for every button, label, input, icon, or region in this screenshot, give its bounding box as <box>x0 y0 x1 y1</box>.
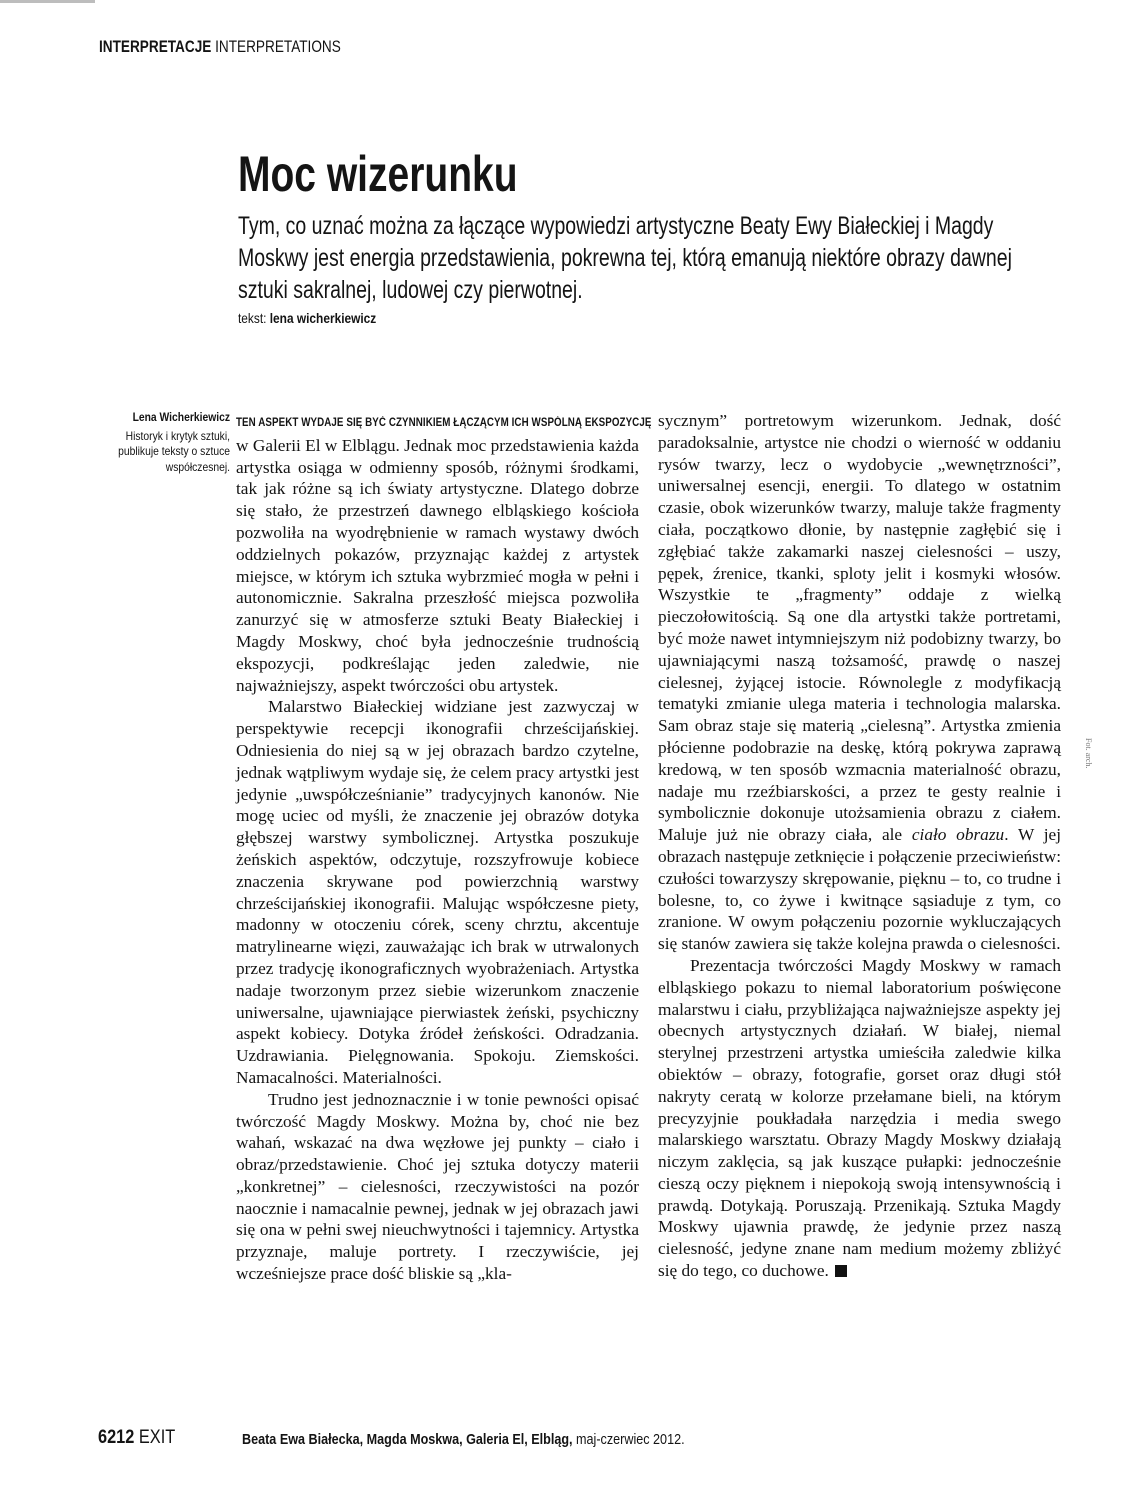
photo-credit: Fot. arch. <box>1084 738 1093 769</box>
paragraph-3-text: sycznym” portretowym wizerunkom. Jednak, dość paradoksalnie, artystce nie chodzi o wierność w oddaniu rysów twarzy, lecz o wydobycie „wewnętrzności”, uniwersalnej esencji, energii. To dlatego w ostatnim czasie, obok wizerunków twarzy, maluje także fragmenty ciała, początkowo dłonie, by następnie zagłębić się i zgłębiać także zakamarki naszej cielesności – uszy, pępek, źrenice, tkanki, sploty jelit i kosmyki włosów. Wszystkie te „fragmenty” oddaje z wielką pieczołowitością. Są one dla artystki także portretami, być może nawet intymniejszym niż podobizny twarzy, bo ujawniającymi naszą tożsamość, prawdę o naszej cielesnej, żyjącej istocie. Równolegle z modyfikacją tematyki zmianie ulega materia i technologia malarska. Sam obraz staje się materią „cielesną”. Artystka zmienia płócienne podobrazie na deskę, którą pokrywa zaprawą kredową, w ten sposób wzmacnia materialność obrazu, nadaje mu rzeźbiarskości, a przez te gesty realnie i symbolicznie dokonuje utożsamienia obrazu z ciałem. Maluje już nie obrazy ciała, ale <box>658 411 1061 845</box>
runin-heading: TEN ASPEKT WYDAJE SIĘ BYĆ CZYNNIKIEM ŁĄCZĄCYM ICH WSPÓLNĄ EKSPOZYCJĘ <box>236 417 652 429</box>
body-column-2 <box>658 410 1061 1282</box>
paragraph-2: Malarstwo Białeckiej widziane jest zazwyczaj w perspektywie recepcji ikonografii chrześcijańskiej. Odniesienia do niej są w jej obrazach bardzo czytelne, jednak wątpliwym wydaje się, że celem pracy artystki jest jedynie „uwspółcześnianie” tradycyjnych kanonów. Nie mogę uciec od myśli, że znaczenie jej obrazów dotyka głębszej warstwy symbolicznej. Artystka poszukuje żeńskich aspektów, odczytuje, rozszyfrowuje kobiece znaczenia skrywane pod powierzchnią warstwy chrześcijańskiej ikonografii. Malując współczesne piety, madonny w otoczeniu córek, sceny chrztu, akcentuje matrylinearne więzi, zauważając ich brak w utrwalonych przez tradycję ikonograficznych wyobrażeniach. Artystka nadaje tworzonym przez siebie wizerunkom znaczenie uniwersalne, ujawniające pierwiastek żeński, psychiczny aspekt kobiecy. Dotyka źródeł żeńskości. Odradzania. Uzdrawiania. Pielęgnowania. Spokoju. Ziemskości. Namacalności. Materialności. <box>236 697 639 1087</box>
section-header <box>99 37 341 57</box>
top-rule <box>0 0 95 3</box>
paragraph-3-part-1: Trudno jest jednoznacznie i w tonie pewności opisać twórczość Magdy Moskwy. Można by, choć nie bez wahań, wskazać na dwa węzłowe jej punkty – ciało i obraz/przedstawienie. Choć jej sztuka dotyczy materii „konkretnej” – cielesności, rzeczywistości na pozór naocznie i namacalnie pewnej, jednak w jej obrazach jawi się ona w pełni swej nieuchwytności i tajemnicy. Artystka przyznaje, maluje portrety. I rzeczywiście, jej wcześniejsze prace dość bliskie są „kla- <box>236 1089 639 1284</box>
caption-bold: Beata Ewa Białecka, Magda Moskwa, Galeria El, Elbląg, <box>242 1431 573 1448</box>
section-label-pl: INTERPRETACJE <box>99 37 212 56</box>
section-label-en: INTERPRETATIONS <box>211 37 341 56</box>
caption-date: maj-czerwiec 2012. <box>572 1431 685 1448</box>
magazine-name: EXIT <box>134 1427 176 1448</box>
paragraph-3-italic: ciało obrazu <box>911 825 1005 845</box>
paragraph-1-text: w Galerii El w Elblągu. Jednak moc przedstawienia każda artystka osiąga w odmienny sposób, różnymi środkami, tak jak różne są ich światy artystyczne. Dlatego dobrze się stało, że przestrzeń dawnego elbląskiego kościoła pozwoliła na wyodrębnienie w ramach wystawy dwóch oddzielnych pokazów, przyznając każdej z artystek miejsce, w którym ich sztuka wybrzmieć mogła w pełni i autonomicznie. Sakralna przeszłość miejsca pozwoliła zanurzyć się w atmosferze sztuki Beaty Białeckiej i Magdy Moskwy, choć była jednocześnie trudnością ekspozycji, podkreślając jeden zaledwie, nie najważniejszy, aspekt twórczości obu artystek. <box>236 435 639 695</box>
page-footer <box>98 1427 175 1449</box>
article-lead: Tym, co uznać można za łączące wypowiedzi artystyczne Beaty Ewy Białeckiej i Magdy Moskwy jest energia przedstawienia, pokrewna tej, którą emanują niektóre obrazy dawnej sztuki sakralnej, ludowej czy pierwotnej. <box>238 212 1012 304</box>
article-title: Moc wizerunku <box>238 146 518 202</box>
page-number: 6212 <box>98 1427 135 1448</box>
paragraph-4-text: Prezentacja twórczości Magdy Moskwy w ramach elbląskiego pokazu to niemal laboratorium poświęcone malarstwu i ciału, przybliżająca najważniejsze aspekty jej obecnych artystycznych działań. W białej, niemal sterylnej przestrzeni artystka umieściła zaledwie kilka obiektów – obrazy, fotografie, gorset oraz długi stół nakryty ceratą w kolorze przełamane bieli, na którym precyzyjnie poukładała narzędzia i media swego malarskiego warsztatu. Obrazy Magdy Moskwy działają niczym zaklęcia, są jak kuszące pułapki: jednocześnie cieszą oczy pięknem i niepokoją swoją intensywnością i prawdą. Dotykają. Poruszają. Przenikają. Sztuka Magdy Moskwy ujawnia prawdę, że jedynie przez naszą cielesność, jedyne znane nam medium możemy zbliżyć się do tego, co duchowe. <box>658 955 1061 1281</box>
paragraph-3-text-end: . W jej obrazach następuje zetknięcie i połączenie przeciwieństw: czułości towarzyszy skrępowanie, pięknu – to, co trudne i bolesne, to, co żywe i kwitnące sąsiaduje z tym, co zranione. W owym połączeniu pozornie wykluczających się stanów zawiera się także kolejna prawda o cielesności. <box>658 825 1062 954</box>
author-bio: Historyk i krytyk sztuki, publikuje teksty o sztuce współczesnej. <box>118 428 230 474</box>
byline <box>238 310 376 326</box>
end-of-article-icon <box>835 1265 847 1277</box>
paragraph-1 <box>236 410 652 696</box>
exhibition-caption <box>242 1431 685 1448</box>
author-name: Lena Wicherkiewicz <box>132 410 230 424</box>
byline-author: lena wicherkiewicz <box>269 310 377 326</box>
body-column-1 <box>236 410 652 1285</box>
byline-prefix: tekst: <box>238 310 270 326</box>
paragraph-4 <box>658 955 1061 1282</box>
paragraph-3-part-2 <box>658 410 1061 955</box>
author-bio-box <box>105 410 230 475</box>
